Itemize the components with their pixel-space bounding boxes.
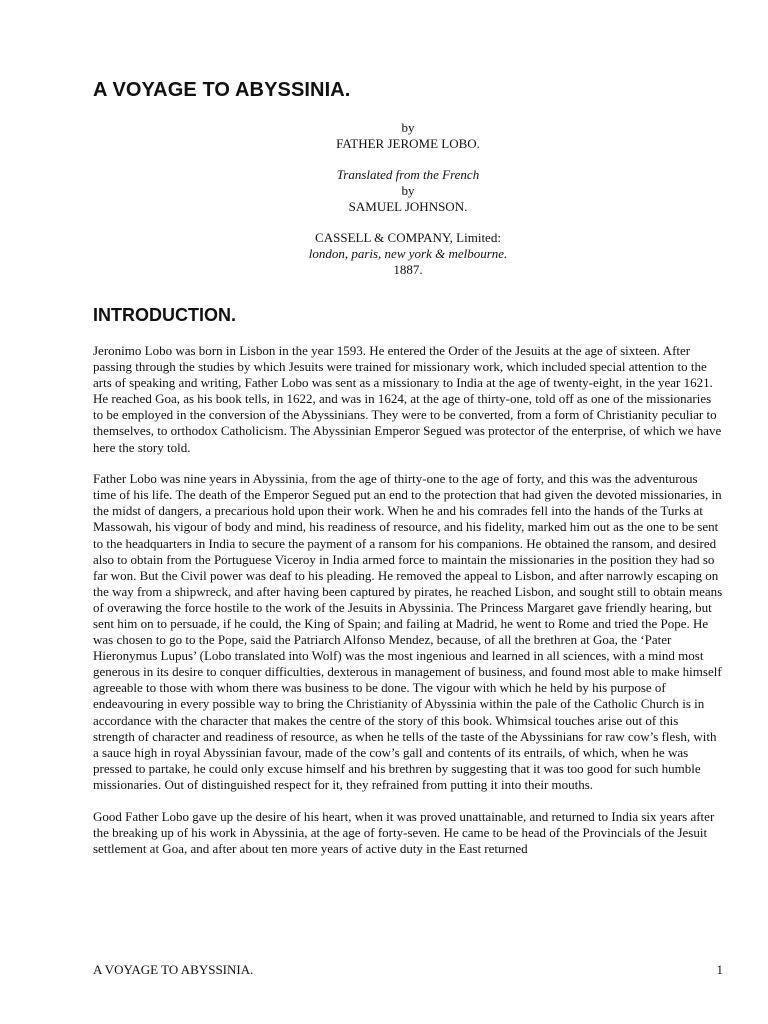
paragraph: Jeronimo Lobo was born in Lisbon in the year 1593. He entered the Order of the Jesuits at the age of sixteen. After passing through the studies by which Jesuits were trained for missionary work, which included special attention to the arts of speaking and writing, Father Lobo was sent as a missionary to India at the age of twenty-eight, in the year 1621. He reached Goa, as his book tells, in 1622, and was in 1624, at the age of thirty-one, told off as one of the missionaries to be employed in the conversion of the Abyssinians. They were to be converted, from a form of Christianity peculiar to themselves, to orthodox Catholicism. The Abyssinian Emperor Segued was protector of the enterprise, of which we have here the story told.	[93, 343, 722, 455]
footer-running-title: A VOYAGE TO ABYSSINIA.	[93, 962, 254, 977]
by-line-1: by	[401, 120, 415, 135]
document-page	[93, 78, 723, 872]
spacer	[93, 215, 723, 230]
spacer	[93, 152, 723, 167]
translated-line: Translated from the French	[336, 167, 480, 182]
body-text	[93, 343, 723, 857]
translator-name: SAMUEL JOHNSON.	[348, 199, 468, 214]
author-name: FATHER JEROME LOBO.	[336, 136, 480, 151]
publication-year: 1887.	[393, 262, 423, 277]
document-title: A VOYAGE TO ABYSSINIA.	[93, 79, 351, 101]
paragraph: Father Lobo was nine years in Abyssinia, from the age of thirty-one to the age of forty, and this was the adventurous time of his life. The death of the Emperor Segued put an end to the protection that had given the devoted missionaries, in the midst of dangers, a precarious hold upon their work. When he and his comrades fell into the hands of the Turks at Massowah, his vigour of body and mind, his readiness of resource, and his fidelity, marked him out as the one to be sent to the headquarters in India to secure the payment of a ransom for his companions. He obtained the ransom, and desired also to obtain from the Portuguese Viceroy in India armed force to maintain the missionaries in the position they had so far won. But the Civil power was deaf to his pleading. He removed the appeal to Lisbon, and after narrowly escaping on the way from a shipwreck, and after having been captured by pirates, he reached Lisbon, and sought still to obtain means of overawing the force hostile to the work of the Jesuits in Abyssinia. The Princess Margaret gave friendly hearing, but sent him on to persuade, if he could, the King of Spain; and failing at Madrid, he went to Rome and tried the Pope. He was chosen to go to the Pope, said the Patriarch Alfonso Mendez, because, of all the brethren at Goa, the ‘Pater Hieronymus Lupus’ (Lobo translated into Wolf) was the most ingenious and learned in all sciences, with a mind most generous in its desire to conquer difficulties, dexterous in management of business, and found most able to make himself agreeable to those with whom there was business to be done. The vigour with which he held by his purpose of endeavouring in every possible way to bring the Christianity of Abyssinia within the pale of the Catholic Church is in accordance with the character that makes the centre of the story of this book. Whimsical touches arise out of this strength of character and readiness of resource, as when he tells of the taste of the Abyssinians for raw cow’s flesh, with a sauce high in royal Abyssinian favour, made of the cow’s gall and contents of its entrails, of which, when he was pressed to partake, he could only excuse himself and his brethren by suggesting that it was too good for such humble missionaries. Out of distinguished respect for it, they refrained from putting it into their mouths.	[93, 471, 723, 792]
section-heading: INTRODUCTION.	[93, 305, 236, 325]
page-footer	[93, 962, 723, 978]
publisher-cities: london, paris, new york & melbourne.	[308, 246, 508, 261]
by-line-2: by	[401, 183, 415, 198]
publisher-name: CASSELL & COMPANY, Limited:	[315, 230, 501, 245]
title-block	[93, 120, 723, 278]
page-number: 1	[716, 962, 723, 977]
paragraph: Good Father Lobo gave up the desire of his heart, when it was proved unattainable, and returned to India six years after the breaking up of his work in Abyssinia, at the age of forty-seven. He came to be head of the Provincials of the Jesuit settlement at Goa, and after about ten more years of active duty in the East returned	[93, 808, 715, 856]
